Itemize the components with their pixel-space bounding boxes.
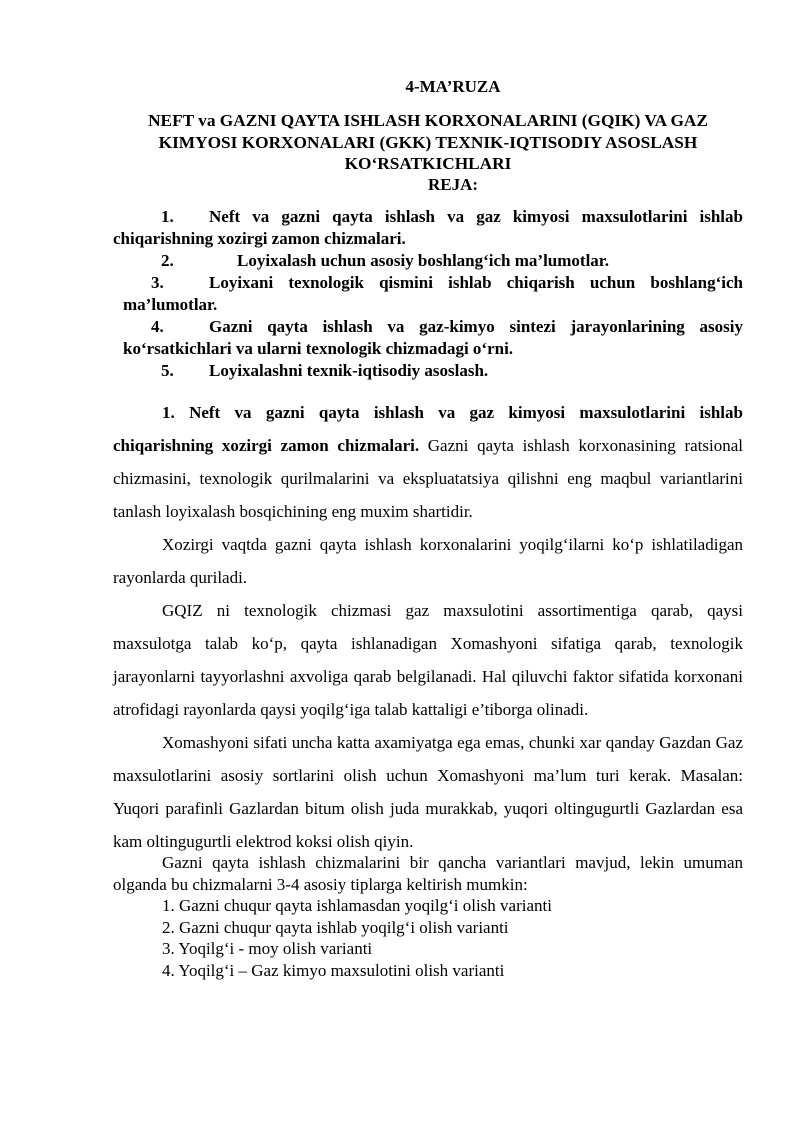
title-line: KO‘RSATKICHLARI — [344, 154, 512, 173]
title-line: NEFT va GAZNI QAYTA ISHLASH KORXONALARINI (GQIK) VA GAZ — [148, 111, 708, 130]
variant-item: 4. Yoqilg‘i – Gaz kimyo maxsulotini olish varianti — [162, 960, 505, 980]
plan-list — [113, 206, 743, 382]
main-body — [113, 396, 743, 858]
variants-section — [113, 852, 743, 981]
variants-intro: Gazni qayta ishlash chizmalarini bir qancha variantlari mavjud, lekin umuman olganda bu chizmalarni 3-4 asosiy tiplarga keltirish mumkin: — [113, 853, 743, 894]
plan-heading: REJA: — [427, 175, 479, 194]
plan-item-number: 3. — [151, 273, 164, 292]
section-1-heading: 1. Neft va gazni qayta ishlash va gaz kimyosi maxsulotlarini ishlab chiqarishning xozirgi zamon chizmalari. — [113, 403, 743, 455]
plan-item-number: 5. — [161, 361, 174, 380]
body-paragraph: GQIZ ni texnologik chizmasi gaz maxsulotini assortimentiga qarab, qaysi maxsulotga talab ko‘p, qayta ishlanadigan Xomashyoni sifatiga qarab, texnologik jarayonlarni tayyorlashni axvoliga qarab belgilanadi. Hal qiluvchi faktor sifatida korxonani atrofidagi rayonlarda qaysi yoqilg‘iga talab kattaligi e’tiborga olinadi. — [113, 601, 743, 719]
section-1-intro: Gazni qayta ishlash korxonasining ratsional chizmasini, texnologik qurilmalarini va ekspluatatsiya qilishni eng maqbul variantlarini tanlash loyixalash bosqichining eng muxim shartidir. — [113, 436, 743, 521]
title-line: KIMYOSI KORXONALARI (GKK) TEXNIK-IQTISODIY ASOSLASH — [158, 132, 698, 152]
plan-item-text: Neft va gazni qayta ishlash va gaz kimyosi maxsulotlarini ishlab chiqarishning xozirgi zamon chizmalari. — [113, 207, 743, 248]
plan-item — [113, 250, 743, 272]
plan-item-number: 4. — [151, 317, 164, 336]
plan-item — [113, 316, 743, 360]
plan-item-text: Loyixalash uchun asosiy boshlang‘ich ma’lumotlar. — [237, 251, 610, 270]
plan-item — [113, 206, 743, 250]
document-title — [112, 110, 744, 175]
plan-item — [113, 360, 743, 382]
variant-item: 2. Gazni chuqur qayta ishlab yoqilg‘i olish varianti — [162, 917, 509, 937]
variant-item: 1. Gazni chuqur qayta ishlamasdan yoqilg‘i olish varianti — [162, 896, 552, 915]
plan-item — [113, 272, 743, 316]
section-1-paragraph — [113, 396, 743, 528]
plan-item-number: 1. — [161, 207, 174, 226]
body-paragraph: Xomashyoni sifati uncha katta axamiyatga ega emas, chunki xar qanday Gazdan Gaz maxsulotlarini asosiy sortlarini olish uchun Xomashyoni ma’lum turi kerak. Masalan: Yuqori parafinli Gazlardan bitum olish juda murakkab, yuqori oltingugurtli Gazlardan esa kam oltingugurtli elektrod koksi olish qiyin. — [113, 733, 743, 851]
body-paragraph: Xozirgi vaqtda gazni qayta ishlash korxonalarini yoqilg‘ilarni ko‘p ishlatiladigan rayonlarda quriladi. — [113, 535, 743, 587]
plan-item-number: 2. — [161, 251, 174, 270]
plan-item-text: Gazni qayta ishlash va gaz-kimyo sintezi jarayonlarining asosiy ko‘rsatkichlari va ularni texnologik chizmadagi o‘rni. — [123, 317, 743, 358]
lecture-label: 4-MA’RUZA — [405, 77, 501, 96]
plan-item-text: Loyixani texnologik qismini ishlab chiqarish uchun boshlang‘ich ma’lumotlar. — [123, 273, 743, 314]
plan-item-text: Loyixalashni texnik-iqtisodiy asoslash. — [209, 361, 489, 380]
variant-item: 3. Yoqilg‘i - moy olish varianti — [162, 939, 373, 958]
